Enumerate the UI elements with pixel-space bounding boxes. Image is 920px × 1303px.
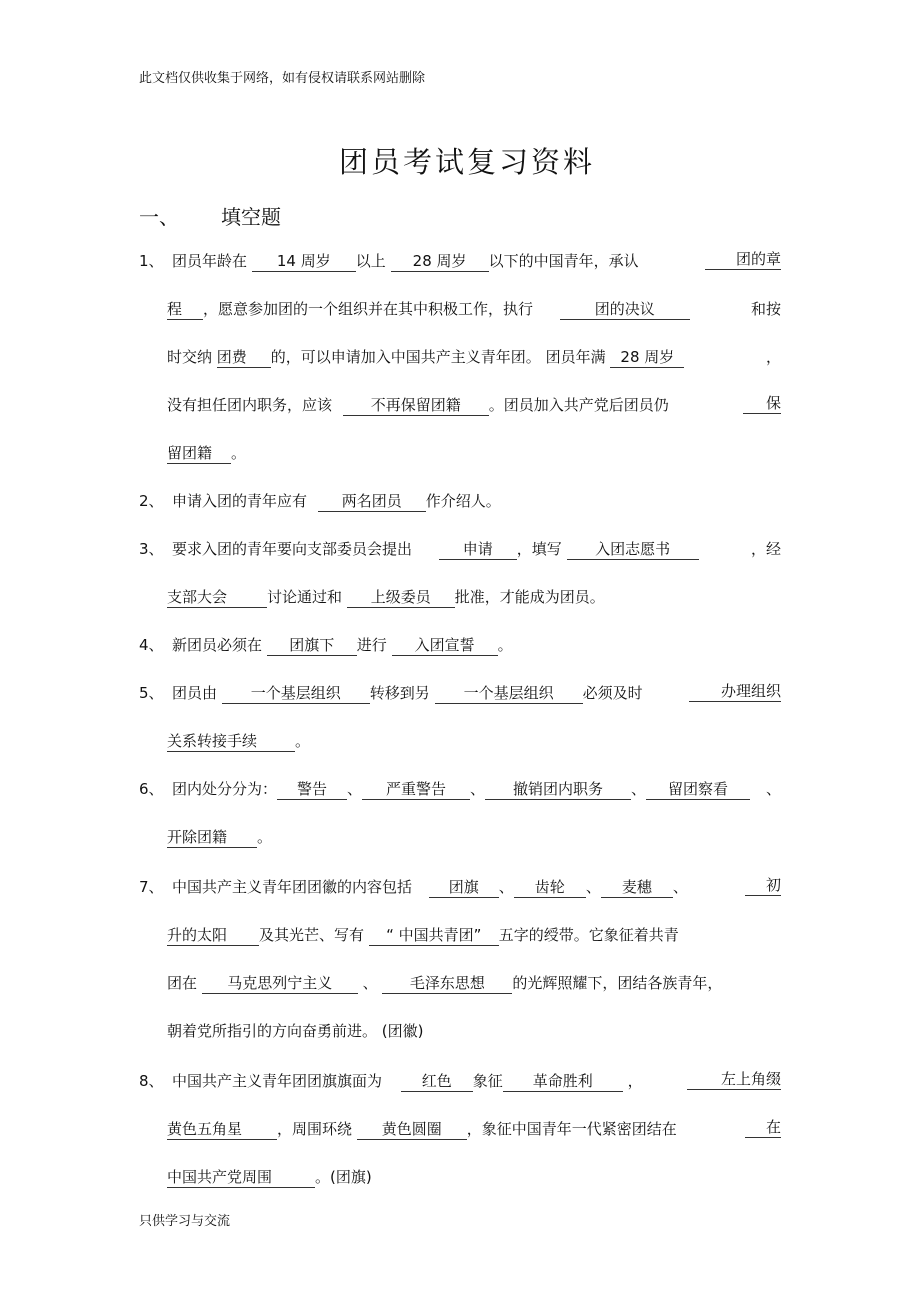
question-number: 6、: [139, 780, 164, 798]
question-number: 4、: [139, 636, 164, 654]
answer-blank: 左上角缀: [687, 1069, 781, 1090]
text: 的，可以申请加入中国共产主义青年团。 团员年满: [270, 348, 606, 366]
text: 讨论通过和: [267, 588, 343, 606]
text: ，周围环绕: [277, 1120, 353, 1138]
question-3: [139, 537, 781, 633]
answer-blank: 支部大会: [167, 587, 267, 608]
answer-blank: “ 中国共青团”: [369, 925, 499, 946]
answer-blank: 齿轮: [514, 877, 586, 898]
answer-blank: 初: [745, 875, 781, 896]
text: 进行: [356, 636, 387, 654]
text: 。: [231, 444, 247, 462]
answer-blank: 黄色五角星: [167, 1119, 277, 1140]
text: 、: [498, 878, 514, 896]
question-4: [139, 633, 781, 681]
text: 、: [631, 780, 647, 798]
text: 新团员必须在: [172, 636, 263, 654]
text: 。: [257, 828, 273, 846]
section-number: 一、: [139, 205, 179, 229]
text: 团员年龄在: [172, 252, 248, 270]
answer-blank: 申请: [439, 539, 517, 560]
text: 必须及时: [582, 684, 643, 702]
answer-blank: 麦穗: [601, 877, 673, 898]
answer-blank: 28 周岁: [610, 347, 684, 368]
answer-blank: 红色: [401, 1071, 473, 1092]
answer-blank: 黄色圆圈: [357, 1119, 467, 1140]
answer-blank: 革命胜利: [503, 1071, 623, 1092]
text: 没有担任团内职务，应该: [167, 396, 333, 414]
answer-blank: 团旗: [429, 877, 499, 898]
text: 团内处分分为：: [172, 780, 278, 798]
text: ，: [765, 348, 781, 366]
answer-blank: 开除团籍: [167, 827, 257, 848]
answer-blank: 14 周岁: [252, 251, 356, 272]
text: 、: [362, 974, 378, 992]
question-number: 1、: [139, 252, 164, 270]
text: 五字的绶带。它象征着共青: [498, 926, 679, 944]
answer-blank: 升的太阳: [167, 925, 259, 946]
text: 批准，才能成为团员。: [454, 588, 605, 606]
header-disclaimer: 此文档仅供收集于网络，如有侵权请联系网站删除: [139, 71, 426, 86]
text: ，愿意参加团的一个组织并在其中积极工作，执行: [203, 300, 534, 318]
question-number: 2、: [139, 492, 164, 510]
text: ，: [627, 1072, 643, 1090]
question-number: 8、: [139, 1072, 164, 1090]
text: 象征: [472, 1072, 503, 1090]
text: 。: [295, 732, 311, 750]
text: 。团员加入共产党后团员仍: [488, 396, 669, 414]
question-8: [139, 1069, 781, 1213]
section-label: 填空题: [221, 205, 281, 229]
question-6: [139, 777, 781, 873]
question-5: [139, 681, 781, 777]
answer-blank: 留团察看: [646, 779, 750, 800]
page-title: 团员考试复习资料: [338, 145, 595, 179]
text: 以上: [355, 252, 386, 270]
text: 。: [497, 636, 513, 654]
text: 的光辉照耀下，团结各族青年，: [512, 974, 723, 992]
answer-blank: 团的章: [705, 249, 781, 270]
text: 中国共产主义青年团团旗旗面为: [172, 1072, 383, 1090]
answer-blank: 28 周岁: [391, 251, 489, 272]
text: 时交纳: [167, 348, 213, 366]
answer-blank: 在: [745, 1117, 781, 1138]
answer-blank: 两名团员: [318, 491, 426, 512]
answer-blank: 上级委员: [347, 587, 455, 608]
answer-blank: 留团籍: [167, 443, 231, 464]
text: 申请入团的青年应有: [172, 492, 308, 510]
answer-blank: 保: [743, 393, 781, 414]
section-heading: [139, 201, 281, 230]
text: 和按: [750, 300, 781, 318]
answer-blank: 严重警告: [362, 779, 470, 800]
question-2: [139, 489, 781, 537]
text: 团员由: [172, 684, 218, 702]
question-7: [139, 875, 781, 1067]
text: 、: [765, 780, 781, 798]
text: 及其光芒、写有: [259, 926, 365, 944]
answer-blank: 办理组织: [689, 681, 781, 702]
question-1: [139, 249, 781, 489]
answer-blank: 关系转接手续: [167, 731, 295, 752]
text: 转移到另: [369, 684, 430, 702]
text: 作介绍人。: [425, 492, 501, 510]
text: 、: [347, 780, 363, 798]
question-number: 7、: [139, 878, 164, 896]
text: 、: [672, 878, 688, 896]
text: ，经: [750, 540, 781, 558]
text: 。(团旗): [315, 1168, 372, 1186]
answer-blank: 毛泽东思想: [382, 973, 512, 994]
text: 朝着党所指引的方向奋勇前进。 (团徽): [167, 1022, 424, 1040]
text: ，象征中国青年一代紧密团结在: [466, 1120, 677, 1138]
answer-blank: 程: [167, 299, 203, 320]
answer-blank: 中国共产党周围: [167, 1167, 315, 1188]
text: 团在: [167, 974, 198, 992]
text: ，填写: [516, 540, 562, 558]
answer-blank: 一个基层组织: [435, 683, 583, 704]
text: 要求入团的青年要向支部委员会提出: [172, 540, 413, 558]
answer-blank: 撤销团内职务: [485, 779, 631, 800]
text: 、: [470, 780, 486, 798]
text: 以下的中国青年，承认: [488, 252, 639, 270]
footer-note: 只供学习与交流: [139, 1214, 231, 1229]
question-number: 5、: [139, 684, 164, 702]
answer-blank: 团的决议: [560, 299, 690, 320]
answer-blank: 入团宣誓: [392, 635, 498, 656]
answer-blank: 警告: [277, 779, 347, 800]
answer-blank: 马克思列宁主义: [202, 973, 358, 994]
text: 、: [585, 878, 601, 896]
question-number: 3、: [139, 540, 164, 558]
answer-blank: 入团志愿书: [567, 539, 699, 560]
answer-blank: 不再保留团籍: [343, 395, 489, 416]
text: 中国共产主义青年团团徽的内容包括: [172, 878, 413, 896]
answer-blank: 团旗下: [267, 635, 357, 656]
answer-blank: 团费: [217, 347, 271, 368]
answer-blank: 一个基层组织: [222, 683, 370, 704]
